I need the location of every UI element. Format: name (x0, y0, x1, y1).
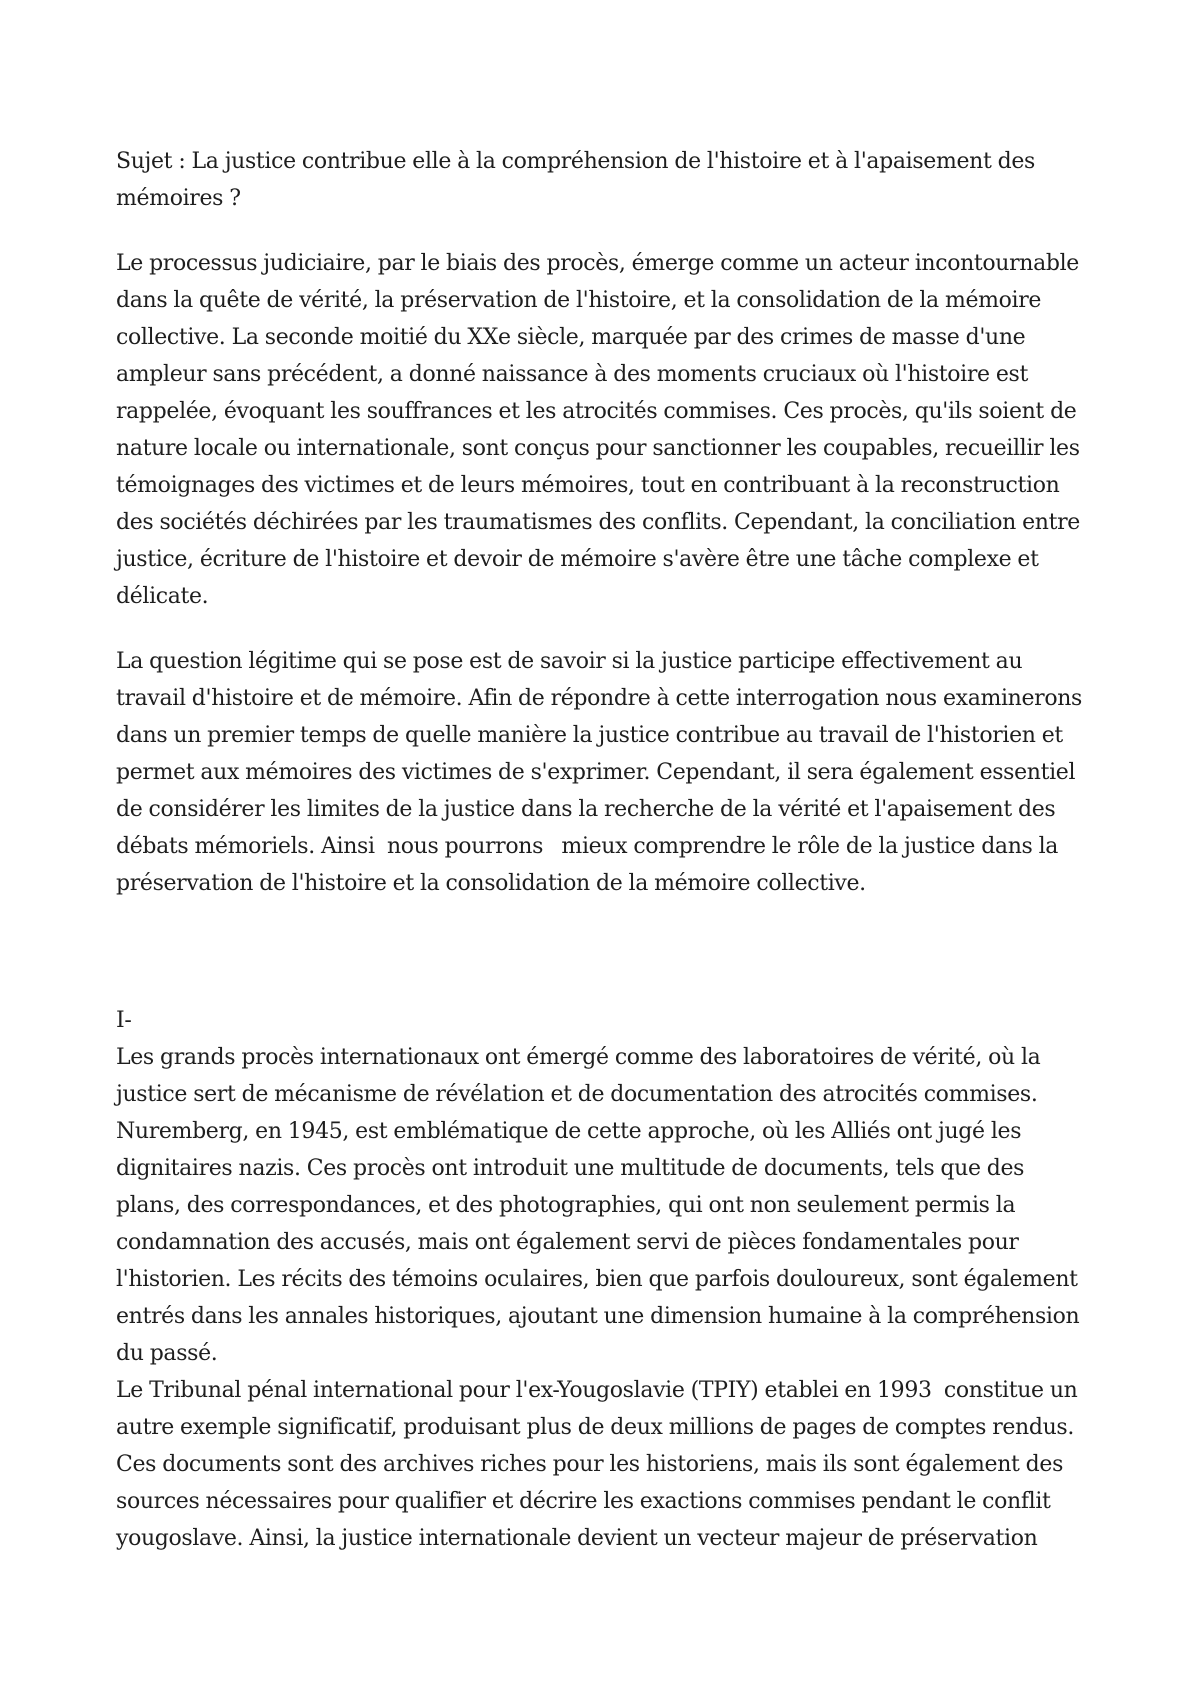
subject-paragraph (116, 143, 1096, 217)
section-paragraph-2 (116, 1372, 1096, 1557)
text-line: de considérer les limites de la justice dans la recherche de la vérité et l'apaisement des (116, 797, 1056, 822)
text-line: plans, des correspondances, et des photographies, qui ont non seulement permis la (116, 1193, 1016, 1218)
text-line: autre exemple significatif, produisant plus de deux millions de pages de comptes rendus. (116, 1415, 1075, 1440)
text-line: nature locale ou internationale, sont conçus pour sanctionner les coupables, recueillir les (116, 436, 1080, 461)
text-line: témoignages des victimes et de leurs mémoires, tout en contribuant à la reconstruction (116, 473, 1060, 498)
text-line: délicate. (116, 584, 209, 609)
text-line: justice, écriture de l'histoire et devoir de mémoire s'avère être une tâche complexe et (116, 547, 1039, 572)
document-body (116, 143, 1096, 1557)
text-line: dans la quête de vérité, la préservation de l'histoire, et la consolidation de la mémoire (116, 288, 1042, 313)
text-line: Les grands procès internationaux ont émergé comme des laboratoires de vérité, où la (116, 1045, 1041, 1070)
text-line: Le processus judiciaire, par le biais des procès, émerge comme un acteur incontournable (116, 251, 1079, 276)
text-line: permet aux mémoires des victimes de s'exprimer. Cependant, il sera également essentiel (116, 760, 1076, 785)
text-line: justice sert de mécanisme de révélation et de documentation des atrocités commises. (116, 1082, 1038, 1107)
text-line: Le Tribunal pénal international pour l'ex-Yougoslavie (TPIY) etablei en 1993 constitue un (116, 1378, 1078, 1403)
text-line: entrés dans les annales historiques, ajoutant une dimension humaine à la compréhension (116, 1304, 1080, 1329)
text-line: Nuremberg, en 1945, est emblématique de cette approche, où les Alliés ont jugé les (116, 1119, 1022, 1144)
paragraph-spacer (116, 615, 1096, 643)
text-line: mémoires ? (116, 186, 241, 211)
text-line: Sujet : La justice contribue elle à la compréhension de l'histoire et à l'apaisement des (116, 149, 1035, 174)
section-heading: I- (116, 1008, 132, 1033)
text-line: travail d'histoire et de mémoire. Afin de répondre à cette interrogation nous examinerons (116, 686, 1082, 711)
text-line: La question légitime qui se pose est de savoir si la justice participe effectivement au (116, 649, 1023, 674)
text-line: l'historien. Les récits des témoins oculaires, bien que parfois douloureux, sont également (116, 1267, 1078, 1292)
text-line: dans un premier temps de quelle manière la justice contribue au travail de l'historien et (116, 723, 1063, 748)
text-line: yougoslave. Ainsi, la justice internationale devient un vecteur majeur de préservation (116, 1526, 1038, 1551)
section-spacer (116, 902, 1096, 1002)
intro-paragraph-2 (116, 643, 1096, 902)
text-line: du passé. (116, 1341, 218, 1366)
text-line: condamnation des accusés, mais ont également servi de pièces fondamentales pour (116, 1230, 1019, 1255)
text-line: débats mémoriels. Ainsi nous pourrons mieux comprendre le rôle de la justice dans la (116, 834, 1059, 859)
text-line: sources nécessaires pour qualifier et décrire les exactions commises pendant le conflit (116, 1489, 1051, 1514)
paragraph-spacer (116, 217, 1096, 245)
text-line: rappelée, évoquant les souffrances et les atrocités commises. Ces procès, qu'ils soient de (116, 399, 1077, 424)
intro-paragraph-1 (116, 245, 1096, 615)
section-paragraph-1 (116, 1039, 1096, 1372)
text-line: des sociétés déchirées par les traumatismes des conflits. Cependant, la conciliation entre (116, 510, 1080, 535)
text-line: préservation de l'histoire et la consolidation de la mémoire collective. (116, 871, 866, 896)
text-line: Ces documents sont des archives riches pour les historiens, mais ils sont également des (116, 1452, 1064, 1477)
text-line: dignitaires nazis. Ces procès ont introduit une multitude de documents, tels que des (116, 1156, 1025, 1181)
text-line: collective. La seconde moitié du XXe siècle, marquée par des crimes de masse d'une (116, 325, 1026, 350)
text-line: ampleur sans précédent, a donné naissance à des moments cruciaux où l'histoire est (116, 362, 1028, 387)
